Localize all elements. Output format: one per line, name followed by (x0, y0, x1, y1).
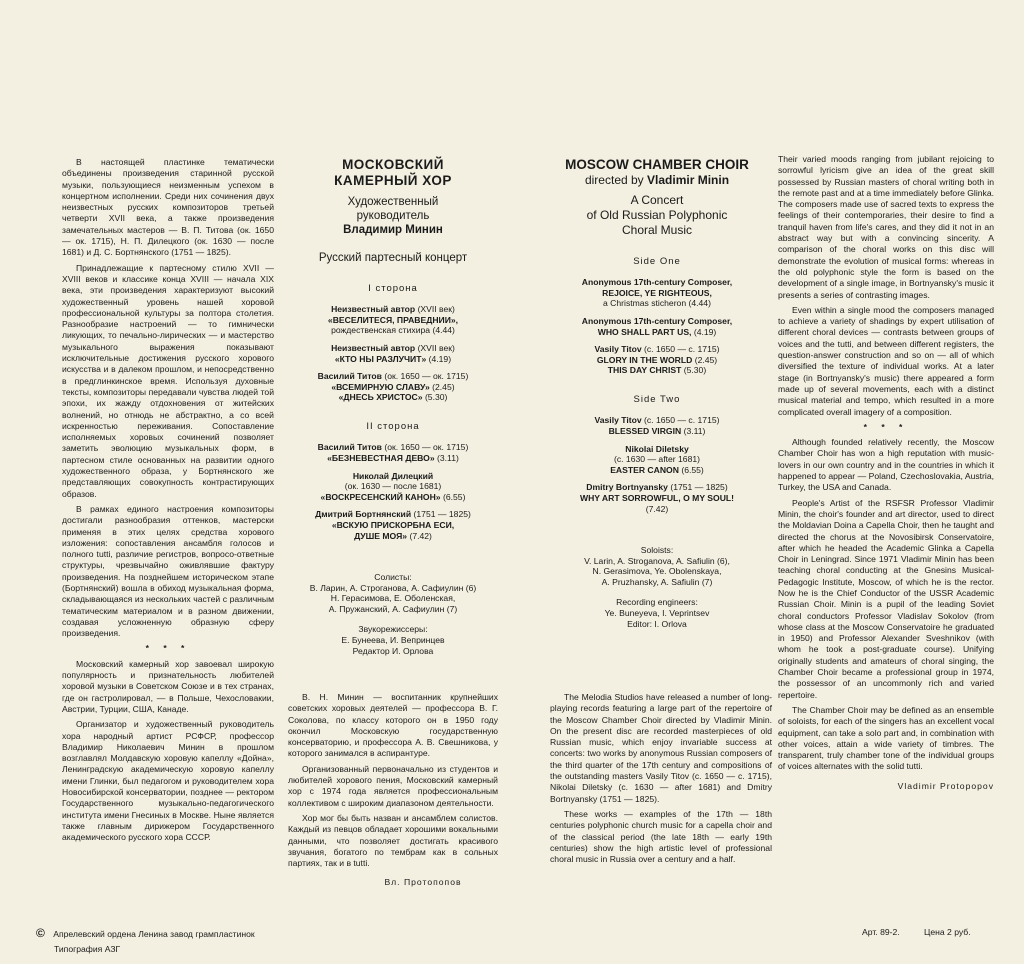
subtitle-line-1: Художественный (347, 196, 439, 208)
track-item: Василий Титов (ок. 1650 — ок. 1715) «БЕЗНЕВЕСТНАЯ ДЕВО» (3.11) (317, 442, 469, 463)
paragraph: В рамках единого настроения композиторы достигали разнообразия оттенков, мастерски применяя в этих целях средства хорового изложения: сопоставления ансамбля голосов и полного tutti, различие регистров, вопросо-ответные структуры, чрезвычайно оживлявшие фактуру произведения. На позднейшем историческом этапе (Бортнянский) вошла в обиход музыкальная форма, складывающаяся из нескольких частей с различным тематическим материалом и в разном движении, создавая усложненную образную сферу произведения. (62, 503, 274, 639)
track-item: Николай Дилецкий (ок. 1630 — после 1681) «ВОСКРЕСЕНСКИЙ КАНОН» (6.55) (320, 470, 466, 502)
paragraph: В настоящей пластинке тематически объединены произведения старинной русской музыки, пользующиеся неизменным успехом в концертном исполнении. Среди них сочинения двух неизвестных русских композиторов третьей четверти XVII века, а также произведения замечательных мастеров — В. П. Титова (ок. 1650 — ок. 1715), Н. П. Дилецкого (ок. 1630 — после 1681) и Д. С. Бортнянского (1751 — 1825). (62, 157, 274, 258)
paragraph: Хор мог бы быть назван и ансамблем солистов. Каждый из певцов обладает хорошими вокальными данными, что позволяет достигать красивого звучания, богатого по тембрам как в сольных партиях, так и в tutti. (288, 812, 498, 869)
author-signature: Вл. Протопопов (384, 877, 462, 888)
soloists-heading: Soloists: (640, 545, 674, 556)
track-item: Dmitry Bortnyansky (1751 — 1825) WHY ART SORROWFUL, O MY SOUL! (7.42) (579, 482, 735, 514)
title: MOSCOW CHAMBER CHOIR (565, 157, 749, 172)
engineers-names: Е. Бунеева, И. Вепринцев (341, 635, 445, 646)
price: Цена 2 руб. (924, 927, 971, 937)
soloists-line: В. Ларин, А. Строганова, А. Сафиулин (6) (309, 582, 477, 593)
printer-name: Типография АЗГ (54, 944, 121, 954)
paragraph: The Chamber Choir may be defined as an ensemble of soloists, for each of the singers has an excellent vocal equipment, can take a solo part and, in combination with other voices, attain a wide variety of timbres. The transparent, truly chamber tone of the individual groups of voices alternates with the solid tutti. (778, 704, 994, 772)
paragraph: Московский камерный хор завоевал широкую популярность и признательность любителей хоровой музыки в Советском Союзе и в тех странах, где он гастролировал, — в Польше, Чехословакии, Австрии, Турции, США, Канаде. (62, 658, 274, 714)
engineers-heading: Звукорежиссеры: (358, 624, 428, 635)
track-item: Vasily Titov (c. 1650 — c. 1715) GLORY IN THE WORLD (2.45) THIS DAY CHRIST (5.30) (594, 344, 720, 376)
column-english-bio (778, 154, 994, 792)
track-item: Anonymous 17th-century Composer, REJOICE, YE RIGHTEOUS, a Christmas sticheron (4.44) (581, 277, 733, 309)
paragraph: People's Artist of the RSFSR Professor Vladimir Minin, the choir's founder and art director, used to direct the Moldavian Doina a Capella Choir, then he taught and directed the chorus at the Novosibirsk Conservatoire, after which he headed the Academic Glinka a Capella Choir in Leningrad. Since 1971 Vladimir Minin has been teaching choral conducting at the Gnesins Musical-Pedagogic Institute, Moscow, of which he is the rector. Now he is the Chief Conductor of the USSR Academic Russian Choir. Minin is a pupil of the leading Soviet choral conductors Professor Vladislav Sokolov (from whose class at the Moscow Conservatoire he graduated in 1950) and Professor Alexander Sveshnikov (with whom he took a post-graduate course). Unifying originally students and amateurs of choral singing, the Chamber Choir became a professional group in 1974, the possessor of an uncommonly rich and varied repertoire. (778, 497, 994, 700)
paragraph: These works — examples of the 17th — 18th centuries polyphonic church music for a capella choir and of the classical period (the late 18th — early 19th centuries) show the high artistic level of professional choral music in Russia over a century and a half. (550, 808, 772, 865)
paragraph: The Melodia Studios have released a number of long-playing records featuring a large part of the repertoire of the Moscow Chamber Choir directed by Vladimir Minin. On the present disc are recorded masterpieces of old Russian music, which enjoy invariable success at concerts: two works by anonymous Russian composers of the third quarter of the 17th century and compositions of the outstanding masters Vasily Titov (c. 1650 — c. 1715), Nikolai Diletsky (c. 1630 — after 1681) and Dmitry Bortnyansky (1751 — 1825). (550, 692, 772, 804)
soloists-line: Н. Герасимова, Е. Оболенская, (330, 593, 456, 604)
director-line: directed by Vladimir Minin (584, 173, 730, 187)
concert-title-line: of Old Russian Polyphonic (586, 208, 728, 222)
column-russian-intro (62, 157, 274, 848)
side-one-heading: I сторона (368, 283, 418, 294)
engineers-heading: Recording engineers: (616, 597, 698, 608)
paragraph: Организатор и художественный руководитель хора народный артист РСФСР, профессор Владимир Николаевич Минин в прошлом возглавлял Молдавскую хоровую капеллу «Дойна», Ленинградскую академическую хоровую капеллу имени Глинки, был педагогом и руководителем хора Новосибирской консерватории, позднее — ректором Государственного музыкально-педагогического института имени Гнесиных в Москве. Ныне является также главным дирижером Государственного академического русского хора СССР. (62, 719, 274, 843)
title-line-1: МОСКОВСКИЙ (342, 157, 444, 172)
editor: Editor: I. Orlova (627, 618, 687, 629)
director-name: Владимир Минин (343, 224, 443, 236)
column-russian-tracklist (288, 157, 498, 656)
paragraph: Although founded relatively recently, the Moscow Chamber Choir has won a high reputation with music-lovers in our own country and in the countries in which it happened to appear — Poland, Czechoslovakia, Austria, Turkey, the USA and Canada. (778, 437, 994, 493)
author-signature: Vladimir Protopopov (897, 780, 994, 791)
factory-name: Апрелевский ордена Ленина завод грампластинок (53, 929, 255, 939)
track-item: Дмитрий Бортнянский (1751 — 1825) «ВСКУЮ ПРИСКОРБНА ЕСИ, ДУШЕ МОЯ» (7.42) (315, 509, 471, 541)
editor: Редактор И. Орлова (352, 645, 434, 656)
paragraph: Принадлежащие к партесному стилю XVII — XVIII веков и классике конца XVIII — начала XIX века, эти произведения характеризуют высокий художественный уровень нашей хоровой профессиональной культуры за полтора столетия. Разнообразие настроений — то гимнически ликующих, то печально-лирических — и мастерство музыкального выражения показывают исключительные достижения русского хорового искусства и в далеком прошлом, и непосредственно в предглинкинское время. Используя духовные тексты, композиторы передавали чувства людей той эпохи, их жажду отдохновения от житейских волнений, но отнюдь не абстрактно, а со всей искренностью переживания. Сопоставление исполняемых хоровых сочинений позволяет заметить эволюцию музыкальных форм, в партесном стиле основанных на развитии одного художественного образа, у Бортнянского же представляющих совокупность контрастирующих образов. (62, 262, 274, 499)
column-english-intro (550, 692, 772, 869)
paragraph: Even within a single mood the composers managed to achieve a variety of shadings by expert utilisation of different choral devices — contrasts between groups of voices and the tutti, and between different registers, the question-answer construction and so on — all of which diversified the texture of individual works. At a later stage (in Bortnyansky's music) there appeared a form made up of several movements, each with a distinct musical material and tempo, which resulted in a more complicated overall imagery of a composition. (778, 304, 994, 417)
soloists-line: N. Gerasimova, Ye. Obolenskaya, (592, 566, 722, 577)
title-line-2: КАМЕРНЫЙ ХОР (334, 173, 452, 188)
catalog-number: Арт. 89-2. (862, 927, 900, 937)
section-divider: * * * (145, 643, 191, 654)
engineers-names: Ye. Buneyeva, I. Veprintsev (604, 608, 710, 619)
soloists-line: V. Larin, A. Stroganova, A. Safiulin (6), (584, 555, 730, 566)
soloists-line: A. Pruzhansky, A. Safiulin (7) (601, 576, 713, 587)
soloists-heading: Солисты: (374, 572, 412, 583)
side-one-heading: Side One (633, 256, 681, 267)
paragraph: Организованный первоначально из студентов и любителей хорового пения, Московский камерный хор с 1974 года является профессиональным коллективом с широким диапазоном деятельности. (288, 763, 498, 808)
track-item: Василий Титов (ок. 1650 — ок. 1715) «ВСЕМИРНУЮ СЛАВУ» (2.45) «ДНЕСЬ ХРИСТОС» (5.30) (317, 371, 469, 403)
concert-title-line: Choral Music (621, 223, 693, 237)
section-divider: * * * (863, 421, 909, 432)
track-item: Vasily Titov (c. 1650 — c. 1715) BLESSED VIRGIN (3.11) (594, 415, 720, 436)
concert-title-line: A Concert (630, 193, 684, 207)
soloists-line: А. Пружанский, А. Сафиулин (7) (328, 603, 458, 614)
track-item: Anonymous 17th-century Composer, WHO SHALL PART US, (4.19) (581, 316, 733, 337)
track-item: Неизвестный автор (XVII век) «КТО НЫ РАЗЛУЧИТ» (4.19) (331, 343, 455, 364)
footer-copyright-line (36, 926, 255, 940)
column-russian-bio (288, 692, 498, 889)
paragraph: Their varied moods ranging from jubilant rejoicing to sorrowful lyricism give an idea of the great skill possessed by Russian masters of choral writing both in the remote past and at a time immediately before Glinka. The composers made use of sacred texts to express the feelings of their contemporaries, their desire to find a tranquil haven from life's cares, and they did it not in an abstract way but with a convincing sincerity. A comparison of the choral works on this disc will demonstrate the evolution of musical forms: whereas in the old polyphonic style the form is based on the development of a single image, in Bortnyansky's music it presents a series of contrasting images. (778, 154, 994, 300)
track-item: Nikolai Diletsky (c. 1630 — after 1681) EASTER CANON (6.55) (610, 443, 704, 475)
paragraph: В. Н. Минин — воспитанник крупнейших советских хоровых деятелей — профессора В. Г. Соколова, по классу которого он в 1950 году окончил Московскую государственную консерваторию, и профессора А. В. Свешникова, у которого занимался в аспирантуре. (288, 692, 498, 759)
side-two-heading: Side Two (633, 394, 681, 406)
copyright-icon: © (36, 926, 45, 940)
column-english-tracklist (540, 157, 774, 629)
side-two-heading: II сторона (366, 421, 420, 433)
track-item: Неизвестный автор (XVII век) «ВЕСЕЛИТЕСЯ, ПРАВЕДНИИ», рождественская стихира (4.44) (327, 304, 459, 336)
concert-title: Русский партесный концерт (318, 252, 468, 264)
subtitle-line-2: руководитель (356, 210, 430, 222)
